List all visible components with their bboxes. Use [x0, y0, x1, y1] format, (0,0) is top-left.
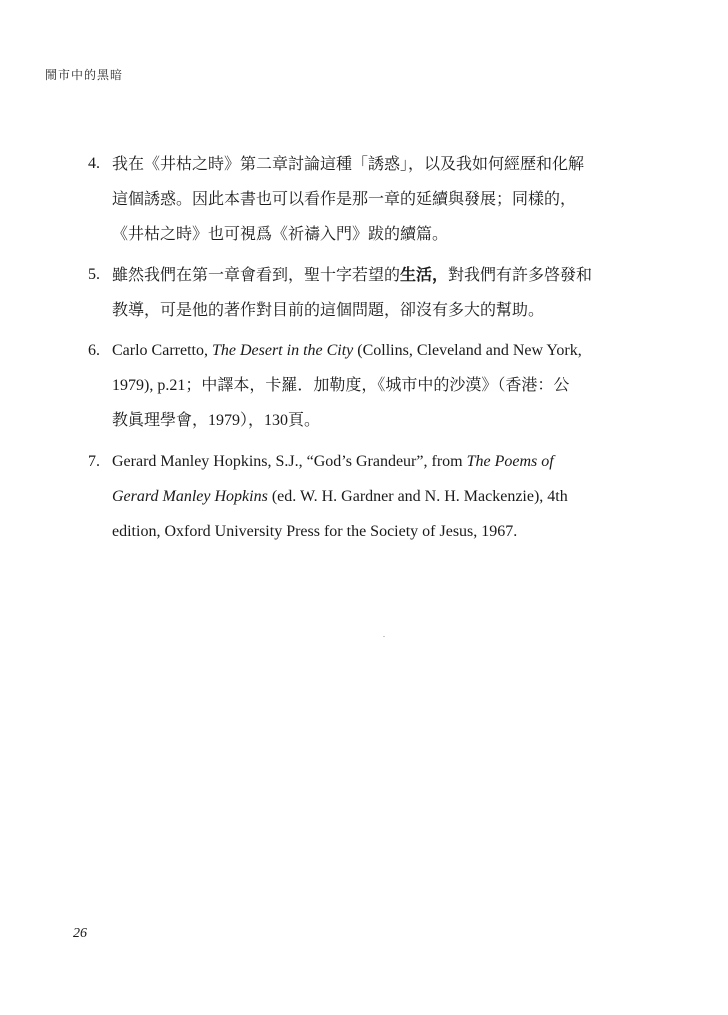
note-number: 7.: [88, 453, 100, 470]
book-title: The Poems of: [466, 453, 554, 470]
endnote-4: [88, 146, 636, 251]
citation-text: (Collins, Cleveland and New York,: [353, 342, 582, 359]
note-line: 《井枯之時》也可視爲《祈禱入門》跋的續篇。: [112, 224, 449, 243]
note-line: [112, 444, 636, 479]
note-emphasis: 生活，: [400, 265, 449, 284]
note-text: 雖然我們在第一章會看到，聖十字若望的: [112, 265, 401, 284]
scan-speck: [383, 636, 385, 637]
note-line: [112, 479, 636, 514]
note-text: 對我們有許多啓發和: [448, 265, 593, 284]
note-line: 這個誘惑。因此本書也可以看作是那一章的延續與發展；同樣的，: [112, 189, 577, 208]
citation-text: (ed. W. H. Gardner and N. H. Mackenzie), 4th: [267, 488, 568, 505]
note-line: 1979), p.21；中譯本，卡羅．加勒度，《城市中的沙漠》（香港：公: [112, 377, 570, 394]
note-number: 6.: [88, 342, 100, 359]
note-line: edition, Oxford University Press for the Society of Jesus, 1967.: [112, 523, 518, 540]
endnote-7: [88, 444, 636, 549]
note-line: [112, 257, 636, 292]
note-number: 5.: [88, 266, 100, 283]
note-line: [112, 333, 636, 368]
citation-text: Carlo Carretto,: [112, 342, 212, 359]
book-title: Gerard Manley Hopkins: [112, 488, 268, 505]
book-title: The Desert in the City: [211, 342, 354, 359]
citation-text: Gerard Manley Hopkins, S.J., “God’s Grandeur”, from: [112, 453, 467, 470]
page-number: 26: [73, 926, 87, 941]
endnote-6: [88, 333, 636, 438]
note-number: 4.: [88, 155, 100, 172]
note-line: 我在《井枯之時》第二章討論這種「誘惑」，以及我如何經歷和化解: [112, 154, 585, 173]
note-line: 教導，可是他的著作對目前的這個問題，卻沒有多大的幫助。: [112, 300, 545, 319]
endnote-5: [88, 257, 636, 327]
note-line: 教眞理學會，1979），130頁。: [112, 412, 321, 429]
running-head: 鬧市中的黑暗: [45, 68, 124, 82]
endnotes-list: [88, 146, 636, 555]
